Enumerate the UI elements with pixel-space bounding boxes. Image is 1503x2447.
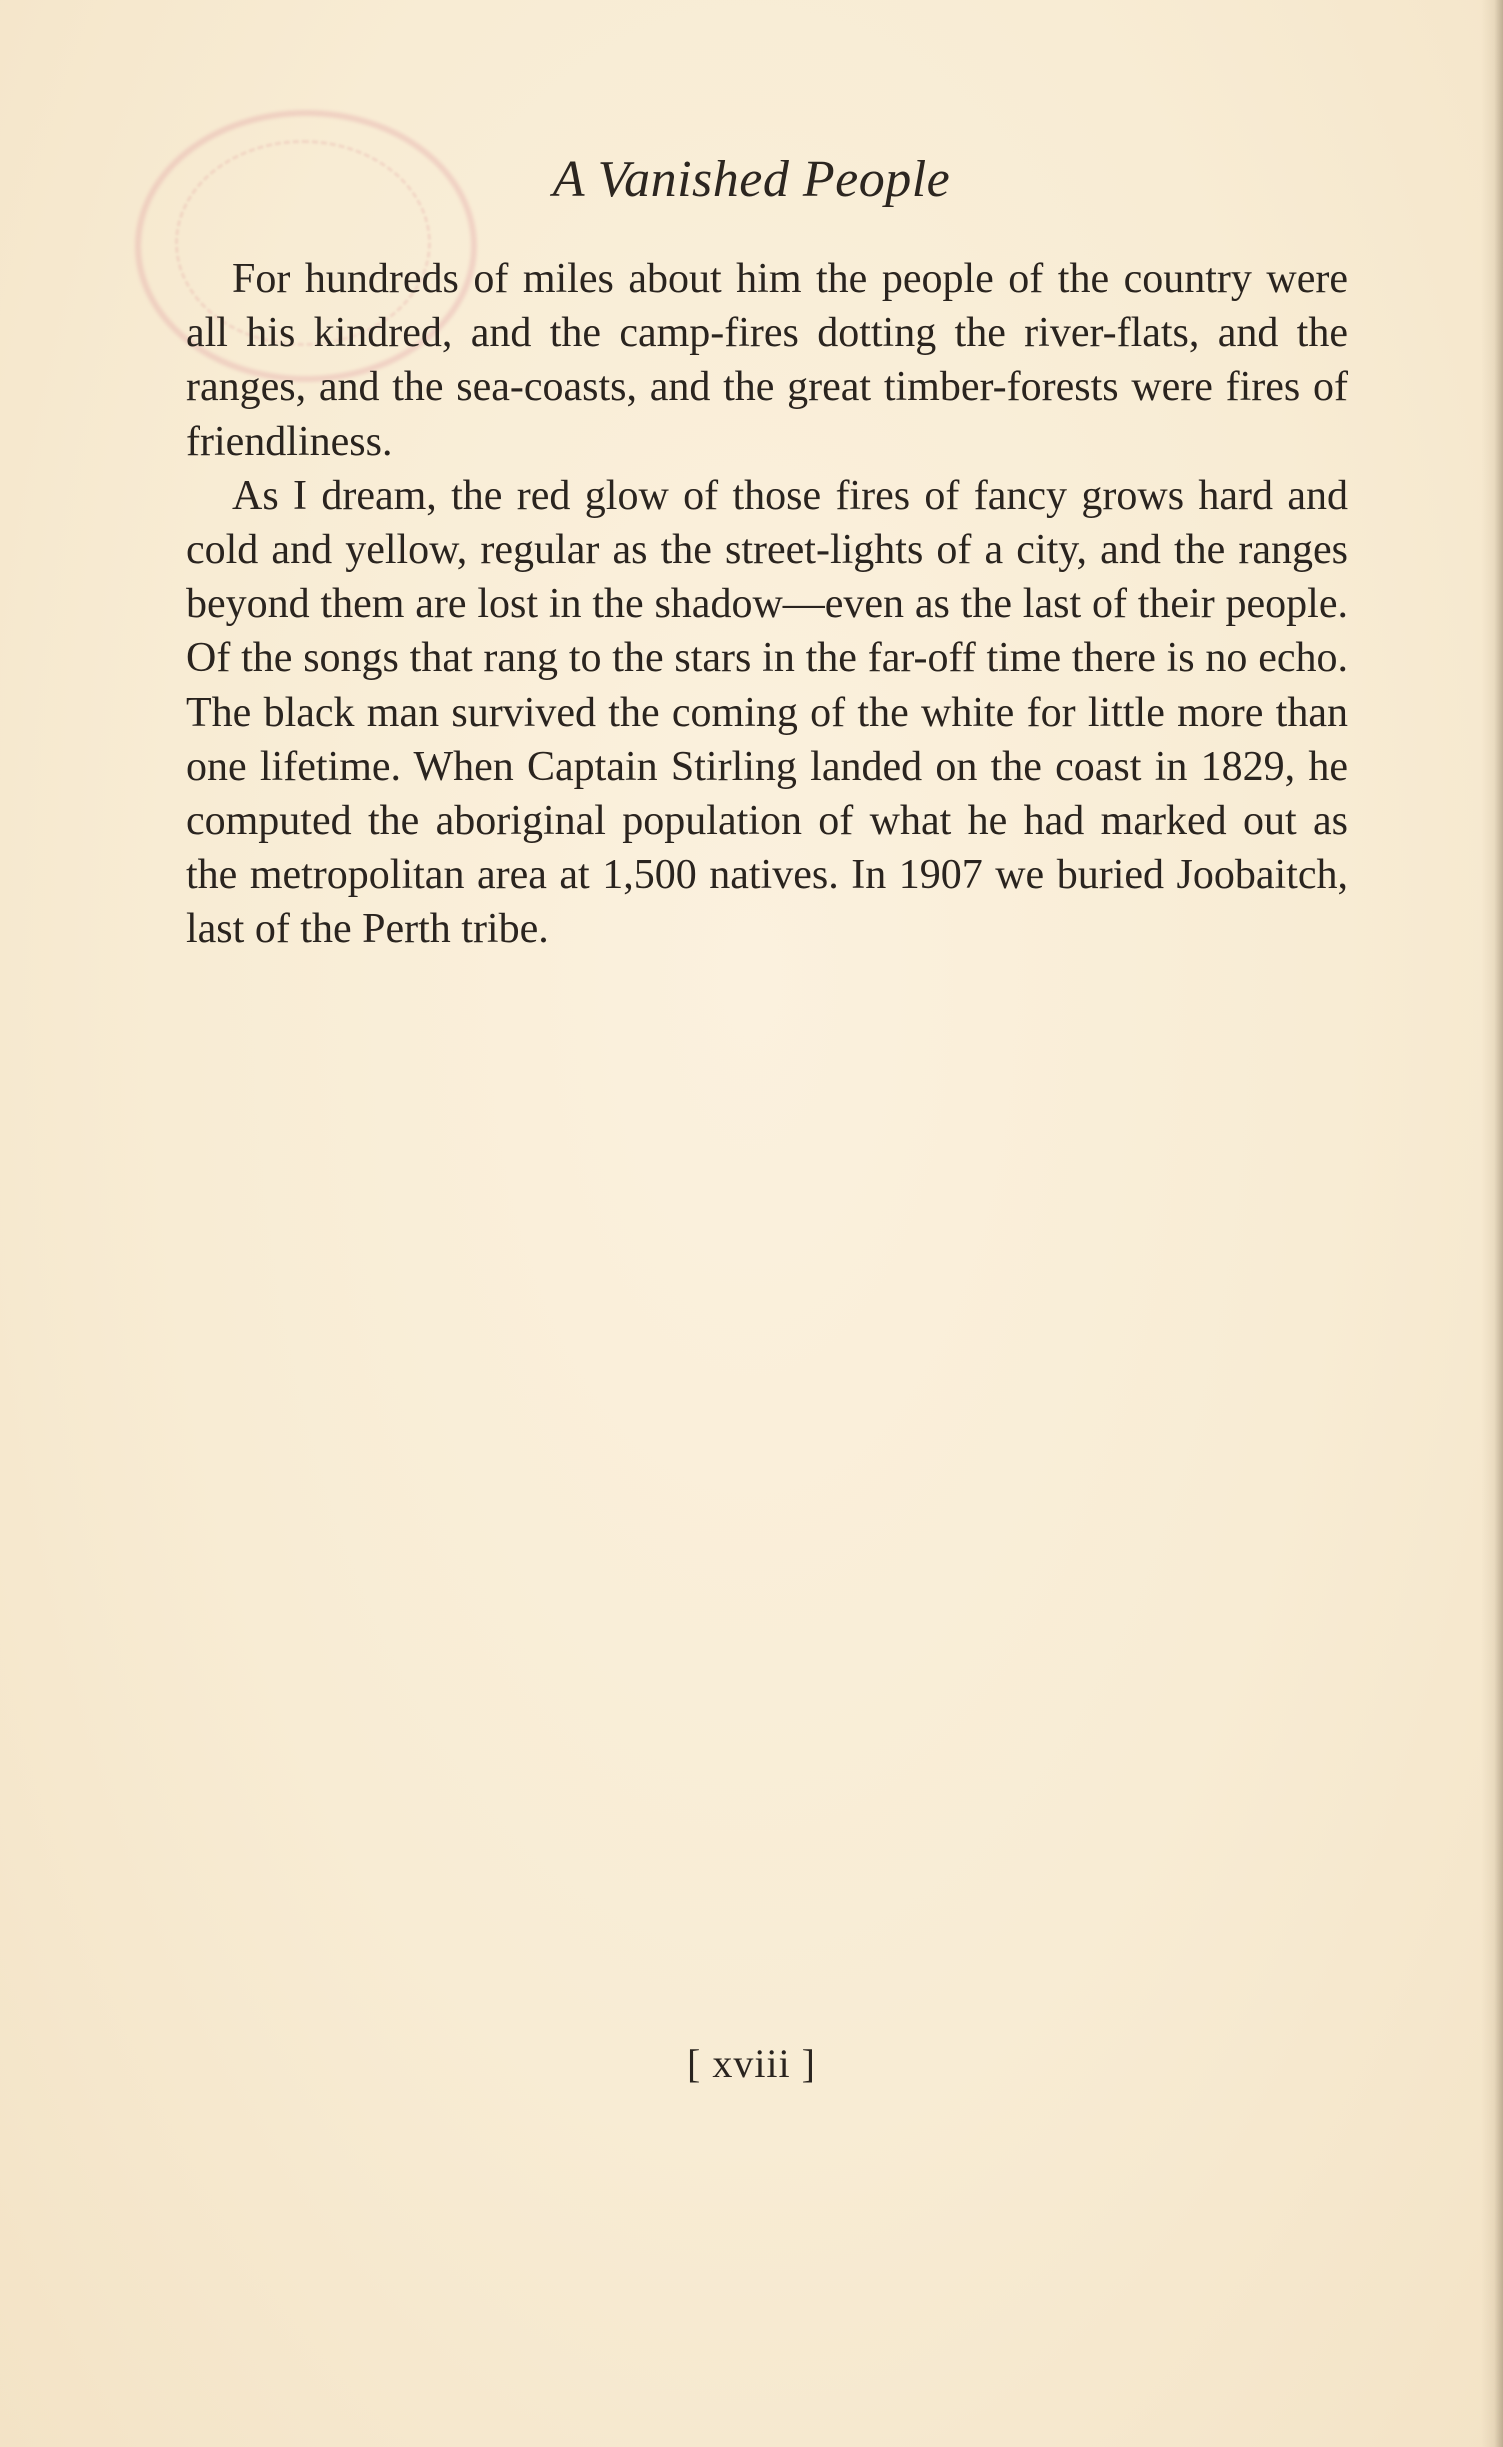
running-head: A Vanished People [552,151,951,208]
paragraph-2: As I dream, the red glow of those fires of fancy grows hard and cold and yellow, regular as the street-lights of a city, and the ranges beyond them are lost in the shadow—even as the last of their people. Of the songs that rang to the stars in the far-off time there is no echo. The black man survived the coming of the white for little more than one lifetime. When Captain Stirling landed on the coast in 1829, he computed the aboriginal population of what he had marked out as the metropolitan area at 1,500 natives. In 1907 we buried Joobaitch, last of the Perth tribe. [186,472,1348,953]
paragraph-1: For hundreds of miles about him the people of the country were all his kindred, and the camp-fires dotting the river-flats, and the ranges, and the sea-coasts, and the great timber-forests were fires of friendliness. [186,256,1348,465]
body-text [186,252,1348,957]
page-number: [ xviii ] [687,2041,816,2086]
